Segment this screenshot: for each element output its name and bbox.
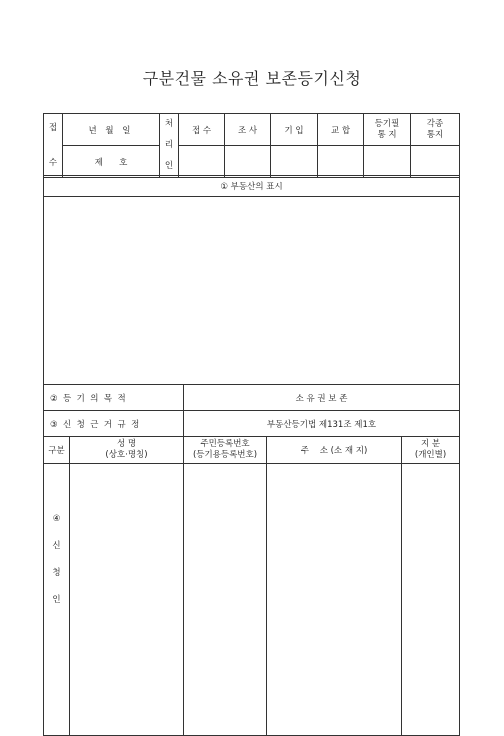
main-table [43,175,460,736]
cell-verify[interactable] [318,146,364,178]
cell-completion-notice[interactable] [364,146,411,178]
applicant-col-address: 주 소 (소 재 지) [267,437,402,464]
applicant-share-cell[interactable] [402,464,460,736]
applicant-address-cell[interactable] [267,464,402,736]
col-completion-notice: 등기필 통 지 [364,114,411,146]
applicant-name-cell[interactable] [70,464,184,736]
process-label: 처 리 인 [160,114,179,178]
cell-various-notice[interactable] [411,146,460,178]
cause-value: 부동산등기법 제131조 제1호 [184,411,460,437]
col-inspect: 조 사 [225,114,271,146]
cell-receipt[interactable] [179,146,225,178]
col-receipt: 접 수 [179,114,225,146]
receipt-table [43,113,460,178]
applicant-col-share: 지 분 (개인별) [402,437,460,464]
property-content[interactable] [44,197,460,385]
form-title: 구분건물 소유권 보존등기신청 [142,69,362,88]
cell-inspect[interactable] [225,146,271,178]
applicant-col-name: 성 명 (상호·명칭) [70,437,184,464]
receipt-date[interactable]: 년 월 일 [63,114,160,146]
applicant-col-gubun: 구분 [44,437,70,464]
cell-entry[interactable] [271,146,318,178]
col-verify: 교 합 [318,114,364,146]
cause-label: ③ 신 청 근 거 규 정 [44,411,184,437]
col-entry: 기 입 [271,114,318,146]
purpose-value: 소 유 권 보 존 [184,385,460,411]
col-various-notice: 각종 통지 [411,114,460,146]
receipt-label: 접 수 [44,114,63,178]
property-heading: ① 부동산의 표시 [44,176,460,197]
applicant-id-cell[interactable] [184,464,267,736]
applicant-side-label: ④ 신 청 인 [44,464,70,736]
receipt-number[interactable]: 제 호 [63,146,160,178]
applicant-col-id: 주민등록번호 (등기용등록번호) [184,437,267,464]
purpose-label: ② 등 기 의 목 적 [44,385,184,411]
